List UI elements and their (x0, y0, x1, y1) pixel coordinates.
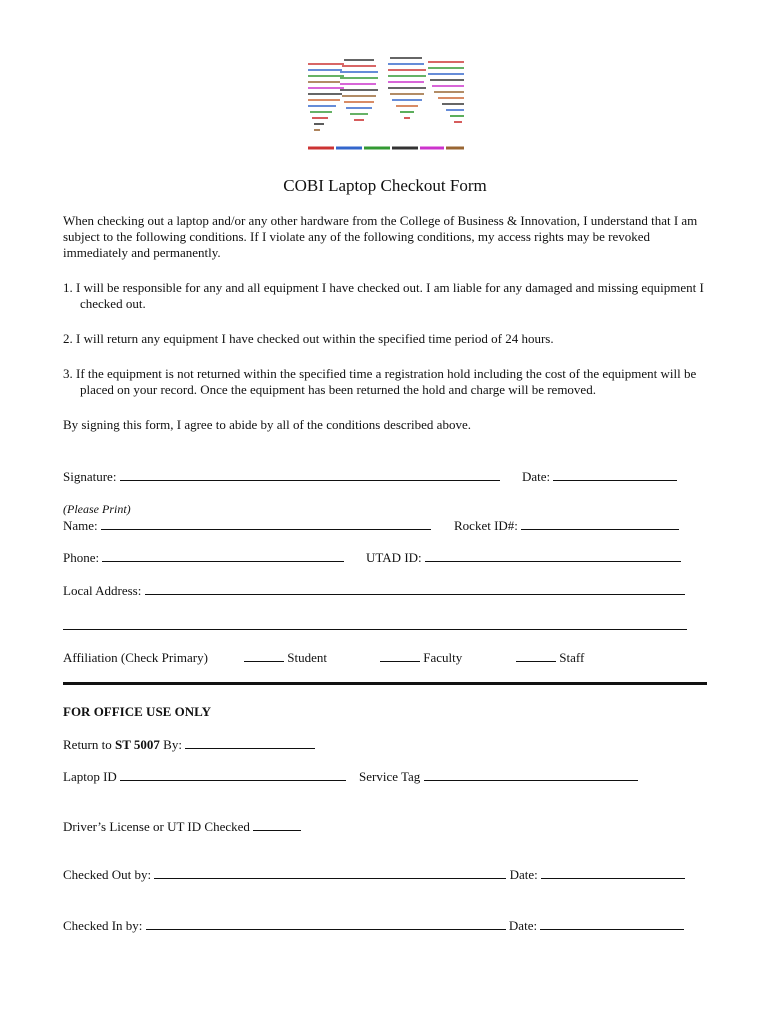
rocket-id-field[interactable] (521, 518, 679, 530)
date-row (522, 469, 677, 485)
affiliation-option-staff[interactable] (516, 650, 584, 666)
local-address-line-2 (63, 618, 687, 634)
utad-id-row (366, 550, 681, 566)
signature-field[interactable] (120, 469, 500, 481)
checked-out-date-label: Date: (509, 867, 538, 882)
agreement-statement: By signing this form, I agree to abide by all of the conditions described above. (63, 417, 471, 432)
condition-3: 3. If the equipment is not returned within the specified time a registration hold including the cost of the equipment will be placed on your record. Once the equipment has been returned the hold and charge will be removed. (63, 366, 697, 397)
return-by-label: By: (163, 737, 182, 752)
local-address-field[interactable] (145, 583, 685, 595)
faculty-label: Faculty (423, 650, 463, 665)
checked-in-row (63, 918, 684, 934)
service-tag-field[interactable] (424, 769, 638, 781)
student-label: Student (287, 650, 327, 665)
utad-id-label: UTAD ID: (366, 550, 422, 565)
phone-label: Phone: (63, 550, 100, 565)
condition-2: 2. I will return any equipment I have checked out within the specified time period of 24 hours. (63, 331, 554, 346)
affiliation-option-student[interactable] (244, 650, 327, 666)
student-check-blank[interactable] (244, 650, 284, 662)
staff-label: Staff (559, 650, 585, 665)
checked-in-label: Checked In by: (63, 918, 143, 933)
please-print-note: (Please Print) (63, 502, 131, 516)
local-address-row (63, 583, 685, 599)
rocket-id-label: Rocket ID#: (454, 518, 518, 533)
office-use-heading: FOR OFFICE USE ONLY (63, 704, 211, 719)
cobi-logo-icon (304, 54, 468, 156)
service-tag-label: Service Tag (359, 769, 421, 784)
laptop-id-field[interactable] (120, 769, 346, 781)
faculty-check-blank[interactable] (380, 650, 420, 662)
date-label: Date: (522, 469, 551, 484)
intro-paragraph: When checking out a laptop and/or any other hardware from the College of Business & Innovation, I understand that I am subject to the following conditions. If I violate any of the following conditions, my access rights may be revoked immediately and permanently. (63, 213, 698, 260)
local-address-label: Local Address: (63, 583, 142, 598)
service-tag-row (359, 769, 638, 785)
affiliation-label: Affiliation (Check Primary) (63, 650, 208, 665)
utad-id-field[interactable] (425, 550, 681, 562)
phone-row (63, 550, 344, 566)
phone-field[interactable] (102, 550, 344, 562)
form-title: COBI Laptop Checkout Form (283, 176, 487, 195)
checked-out-field[interactable] (154, 867, 506, 879)
license-field[interactable] (253, 819, 301, 831)
condition-1: 1. I will be responsible for any and all equipment I have checked out. I am liable for any damaged and missing equipment I checked out. (63, 280, 704, 311)
local-address-field-2[interactable] (63, 618, 687, 630)
checked-out-label: Checked Out by: (63, 867, 152, 882)
section-divider (63, 682, 707, 685)
license-label: Driver’s License or UT ID Checked (63, 819, 250, 834)
signature-label: Signature: (63, 469, 117, 484)
license-row (63, 819, 301, 835)
rocket-id-row (454, 518, 679, 534)
affiliation-option-faculty[interactable] (380, 650, 462, 666)
checked-in-date-field[interactable] (540, 918, 684, 930)
name-row (63, 518, 431, 534)
cobi-logo (304, 54, 468, 156)
return-room: ST 5007 (115, 737, 160, 752)
staff-check-blank[interactable] (516, 650, 556, 662)
signature-row (63, 469, 500, 485)
laptop-id-row (63, 769, 346, 785)
checked-in-field[interactable] (146, 918, 506, 930)
return-to-prefix: Return to (63, 737, 112, 752)
return-by-field[interactable] (185, 737, 315, 749)
checked-in-date-label: Date: (508, 918, 538, 933)
name-field[interactable] (101, 518, 431, 530)
checked-out-date-field[interactable] (541, 867, 685, 879)
return-to-row (63, 737, 315, 753)
laptop-id-label: Laptop ID (63, 769, 117, 784)
checked-out-row (63, 867, 685, 883)
date-field[interactable] (553, 469, 677, 481)
name-label: Name: (63, 518, 98, 533)
